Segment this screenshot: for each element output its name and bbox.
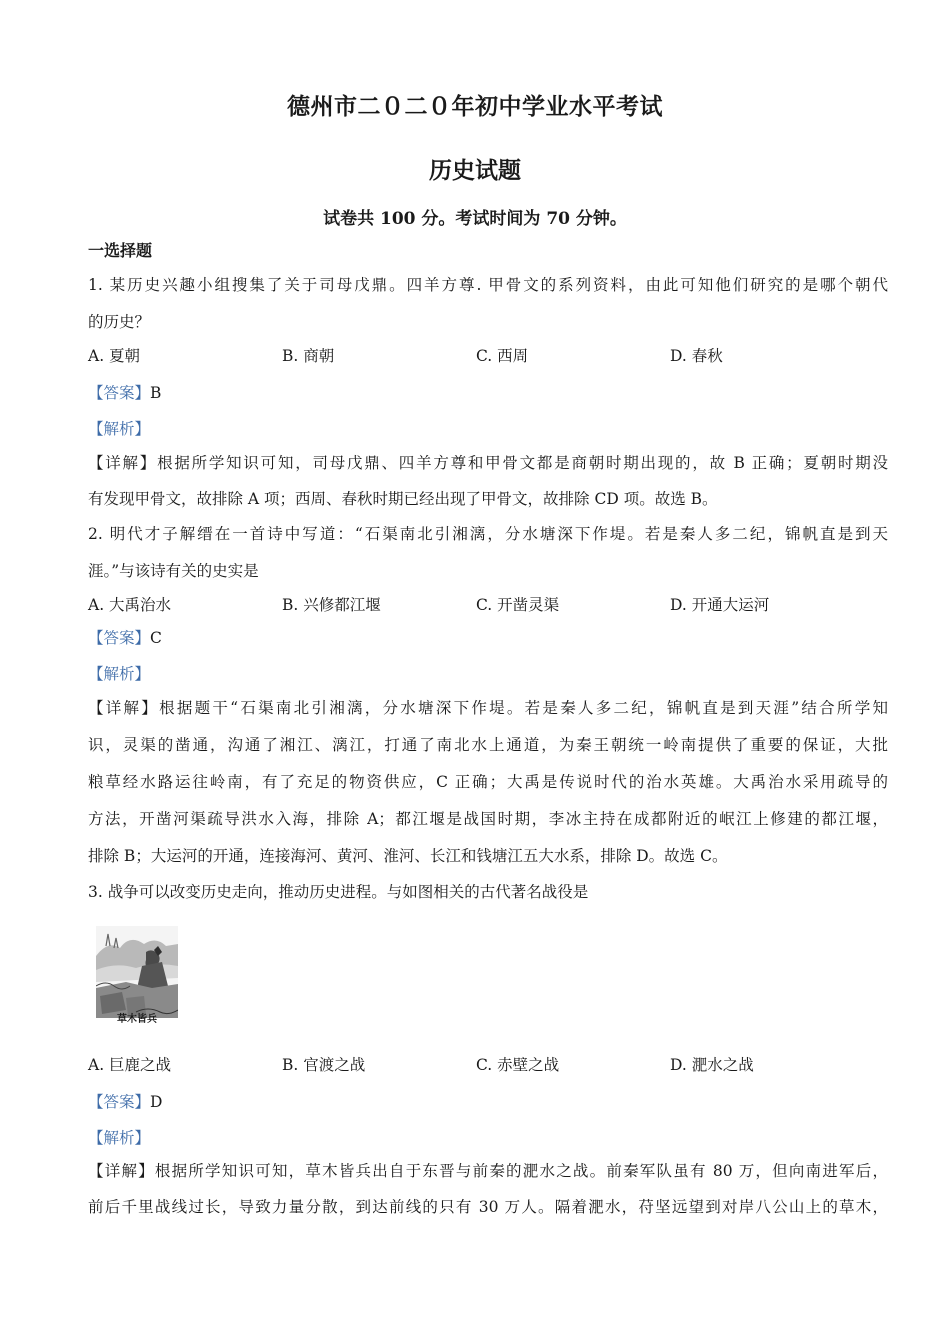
q2-detail-line4: 方法，开凿河渠疏导洪水入海，排除 A；都江堰是战国时期，李冰主持在成都附近的岷江上修建的都江堰， xyxy=(88,810,888,828)
answer-label: 【答案】 xyxy=(88,629,151,647)
q2-option-d: D. 开通大运河 xyxy=(670,596,770,614)
detail-text: 根据题干“石渠南北引湘漓，分水塘深下作堤。若是秦人多二纪，锦帆直是到天涯”结合所学知 xyxy=(159,699,888,717)
q1-option-c: C. 西周 xyxy=(476,347,529,365)
exam-title: 德州市二０二０年初中学业水平考试 xyxy=(287,93,663,120)
detail-label: 【详解】 xyxy=(88,699,160,717)
q3-option-b: B. 官渡之战 xyxy=(282,1056,366,1074)
q3-figure-caption: 草木皆兵 xyxy=(117,1014,157,1025)
q2-detail-line3: 粮草经水路运往岭南，有了充足的物资供应，C 正确；大禹是传说时代的治水英雄。大禹治水采用疏导的 xyxy=(88,773,888,791)
q2-stem-line2: 涯。”与该诗有关的史实是 xyxy=(88,562,259,580)
answer-value: B xyxy=(150,384,162,402)
q1-option-a: A. 夏朝 xyxy=(88,347,141,365)
q2-detail-line5: 排除 B；大运河的开通，连接海河、黄河、淮河、长江和钱塘江五大水系，排除 D。故选 C。 xyxy=(88,847,728,865)
q2-stem-line1: 2. 明代才子解缙在一首诗中写道：“石渠南北引湘漓，分水塘深下作堤。若是秦人多二纪，锦帆直是到天 xyxy=(88,525,888,543)
q2-detail-line1 xyxy=(88,697,888,719)
q3-option-d: D. 淝水之战 xyxy=(670,1056,754,1074)
section-heading: 一选择题 xyxy=(88,241,153,260)
q3-detail-line1 xyxy=(88,1160,888,1182)
q2-option-c: C. 开凿灵渠 xyxy=(476,596,560,614)
q2-option-a: A. 大禹治水 xyxy=(88,596,172,614)
exam-subtitle: 历史试题 xyxy=(429,157,521,184)
q1-detail-line2: 有发现甲骨文，故排除 A 项；西周、春秋时期已经出现了甲骨文，故排除 CD 项。故选 B。 xyxy=(88,490,718,508)
q1-analysis-label: 【解析】 xyxy=(88,420,151,438)
detail-label: 【详解】 xyxy=(88,454,158,472)
answer-label: 【答案】 xyxy=(88,384,151,402)
answer-value: C xyxy=(150,629,162,647)
q1-stem-line1: 1. 某历史兴趣小组搜集了关于司母戊鼎。四羊方尊. 甲骨文的系列资料，由此可知他们研究的是哪个朝代 xyxy=(88,276,888,294)
q3-option-a: A. 巨鹿之战 xyxy=(88,1056,172,1074)
detail-label: 【详解】 xyxy=(88,1162,155,1180)
q2-detail-line2: 识，灵渠的凿通，沟通了湘江、漓江，打通了南北水上通道，为秦王朝统一岭南提供了重要的保证，大批 xyxy=(88,736,888,754)
exam-note: 试卷共 100 分。考试时间为 70 分钟。 xyxy=(323,209,627,229)
q1-option-d: D. 春秋 xyxy=(670,347,723,365)
q2-answer xyxy=(88,627,888,649)
answer-value: D xyxy=(150,1093,163,1111)
detail-text: 根据所学知识可知，草木皆兵出自于东晋与前秦的淝水之战。前秦军队虽有 80 万，但向南进军后， xyxy=(154,1162,888,1180)
q3-stem: 3. 战争可以改变历史走向，推动历史进程。与如图相关的古代著名战役是 xyxy=(88,883,589,901)
q1-option-b: B. 商朝 xyxy=(282,347,335,365)
q3-detail-line2: 前后千里战线过长，导致力量分散，到达前线的只有 30 万人。隔着淝水，苻坚远望到对岸八公山上的草木， xyxy=(88,1198,888,1216)
q3-answer xyxy=(88,1091,888,1113)
detail-text: 根据所学知识可知，司母戊鼎、四羊方尊和甲骨文都是商朝时期出现的，故 B 正确；夏朝时期没 xyxy=(157,454,888,472)
answer-label: 【答案】 xyxy=(88,1093,151,1111)
q1-detail-line1 xyxy=(88,452,888,474)
q2-option-b: B. 兴修都江堰 xyxy=(282,596,381,614)
q2-analysis-label: 【解析】 xyxy=(88,665,151,683)
q3-option-c: C. 赤壁之战 xyxy=(476,1056,560,1074)
q1-answer xyxy=(88,382,888,404)
q3-analysis-label: 【解析】 xyxy=(88,1129,151,1147)
q1-stem-line2: 的历史？ xyxy=(88,313,151,331)
